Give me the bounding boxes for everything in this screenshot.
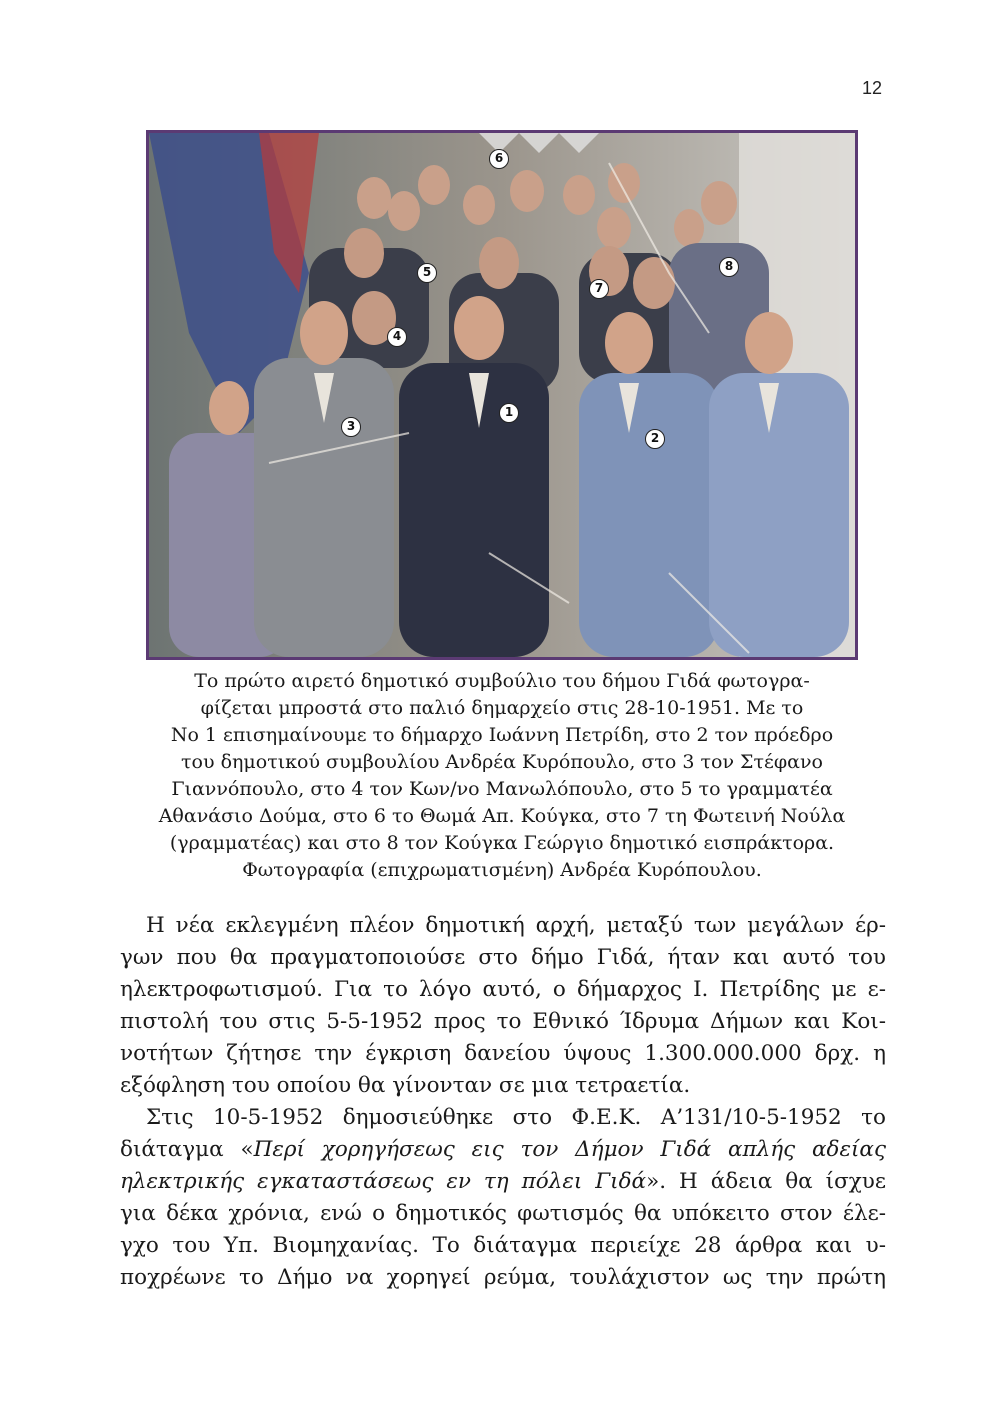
photo-marker-8: 8 (719, 257, 739, 277)
page-number: 12 (862, 78, 883, 98)
photo-marker-6: 6 (489, 149, 509, 169)
paragraph-line: ποχρέωνε το Δήμο να χορηγεί ρεύμα, τουλάχιστον ως την πρώτη (120, 1265, 886, 1290)
paragraph-line: εξόφληση του οποίου θα γίνονταν σε μια τετραετία. (120, 1073, 691, 1098)
caption-line: Γιαννόπουλο, στο 4 τον Κων/νο Μανωλόπουλο, στο 5 το γραμματέα (171, 778, 833, 800)
decree-intro: διάταγμα « (120, 1137, 254, 1162)
decree-outro: ». Η άδεια θα ίσχυε (646, 1169, 886, 1194)
photo-marker-5: 5 (417, 263, 437, 283)
paragraph-line: Η νέα εκλεγμένη πλέον δημοτική αρχή, μεταξύ των μεγάλων έρ- (146, 913, 886, 938)
body-text (120, 910, 886, 1294)
photo-marker-2: 2 (645, 429, 665, 449)
decree-title-part-1: Περί χορηγήσεως εις τον Δήμον Γιδά απλής αδείας (253, 1137, 886, 1162)
caption-line: φίζεται μπροστά στο παλιό δημαρχείο στις 28-10-1951. Με το (200, 697, 804, 719)
caption-line: (γραμματέας) και στο 8 τον Κούγκα Γεώργιο δημοτικό εισπράκτορα. (169, 832, 835, 854)
paragraph-line: γχο του Υπ. Βιομηχανίας. Το διάταγμα περιείχε 28 άρθρα και υ- (120, 1233, 886, 1258)
paragraph-line: γων που θα πραγματοποιούσε στο δήμο Γιδά, ήταν και αυτό του (120, 945, 886, 970)
photo-marker-4: 4 (387, 327, 407, 347)
caption-line: Αθανάσιο Δούμα, στο 6 το Θωμά Απ. Κούγκα, στο 7 τη Φωτεινή Νούλα (158, 805, 846, 827)
photo-caption (120, 668, 884, 884)
caption-line: Νο 1 επισημαίνουμε το δήμαρχο Ιωάννη Πετρίδη, στο 2 τον πρόεδρο (170, 724, 834, 746)
caption-line: Το πρώτο αιρετό δημοτικό συμβούλιο του δήμου Γιδά φωτογρα- (194, 670, 810, 692)
group-photo (146, 130, 858, 660)
decree-title-part-2: ηλεκτρικής εγκαταστάσεως εν τη πόλει Γιδά (120, 1169, 647, 1194)
paragraph-line: πιστολή του στις 5-5-1952 προς το Εθνικό Ίδρυμα Δήμων και Κοι- (120, 1009, 886, 1034)
caption-line: του δημοτικού συμβουλίου Ανδρέα Κυρόπουλο, στο 3 τον Στέφανο (181, 751, 823, 773)
photo-illustration (149, 133, 855, 657)
photo-marker-3: 3 (341, 417, 361, 437)
paragraph-1 (120, 910, 886, 1102)
paragraph-line (120, 1134, 886, 1166)
paragraph-line: Στις 10-5-1952 δημοσιεύθηκε στο Φ.Ε.Κ. Α’131/10-5-1952 το (146, 1105, 886, 1130)
paragraph-2 (120, 1102, 886, 1294)
paragraph-line: ηλεκτροφωτισμού. Για το λόγο αυτό, ο δήμαρχος Ι. Πετρίδης με ε- (120, 977, 886, 1002)
paragraph-line (120, 1166, 886, 1198)
caption-line: Φωτογραφία (επιχρωματισμένη) Ανδρέα Κυρόπουλου. (242, 859, 762, 881)
photo-marker-1: 1 (499, 403, 519, 423)
paragraph-line: νοτήτων ζήτησε την έγκριση δανείου ύψους 1.300.000.000 δρχ. η (120, 1041, 886, 1066)
paragraph-line: για δέκα χρόνια, ενώ ο δημοτικός φωτισμός θα υπόκειτο στον έλε- (120, 1201, 886, 1226)
photo-marker-7: 7 (589, 279, 609, 299)
